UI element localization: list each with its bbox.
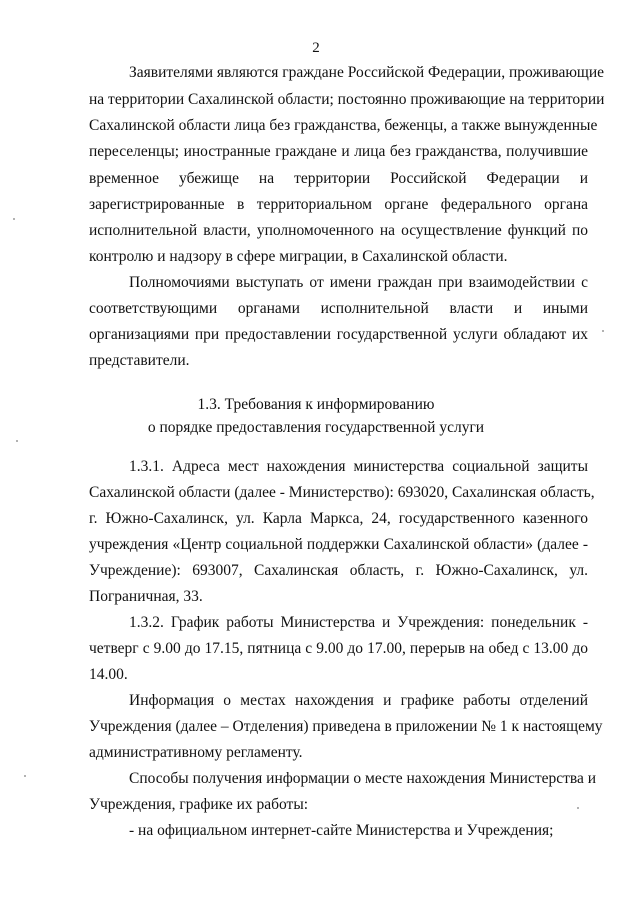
scan-speck: [13, 218, 15, 220]
text-line: соответствующими органами исполнительной власти и иными: [89, 300, 588, 317]
text-line: Заявителями являются граждане Российской Федерации, проживающие: [129, 64, 605, 81]
text-line: Сахалинской области (далее - Министерство): 693020, Сахалинская область,: [89, 484, 595, 501]
text-line: на территории Сахалинской области; постоянно проживающие на территории: [89, 91, 605, 108]
text-line: Учреждения (далее – Отделения) приведена в приложении № 1 к настоящему: [89, 718, 603, 735]
scan-speck: [602, 330, 604, 332]
text-line: административному регламенту.: [89, 744, 303, 761]
scan-speck: [16, 440, 18, 442]
text-line: Сахалинской области лица без гражданства, беженцы, а также вынужденные: [89, 117, 598, 134]
text-line: организациями при предоставлении государственной услуги обладают их: [89, 326, 588, 343]
text-line: исполнительной власти, уполномоченного на осуществление функций по: [89, 222, 588, 239]
text-line: Способы получения информации о месте нахождения Министерства и: [129, 770, 597, 787]
text-line: учреждения «Центр социальной поддержки Сахалинской области» (далее -: [89, 536, 588, 553]
text-line: контролю и надзору в сфере миграции, в Сахалинской области.: [89, 248, 508, 265]
text-line: зарегистрированные в территориальном органе федерального органа: [89, 196, 588, 213]
text-line: временное убежище на территории Российской Федерации и: [89, 170, 588, 187]
text-line: переселенцы; иностранные граждане и лица без гражданства, получившие: [89, 143, 588, 160]
text-line: Полномочиями выступать от имени граждан при взаимодействии с: [129, 274, 588, 291]
text-line: 14.00.: [89, 666, 128, 683]
text-line: - на официальном интернет-сайте Министерства и Учреждения;: [129, 822, 554, 839]
text-line: 1.3.2. График работы Министерства и Учреждения: понедельник -: [129, 614, 588, 631]
text-line: Информация о местах нахождения и графике работы отделений: [129, 692, 588, 709]
scan-speck: [24, 775, 26, 777]
section-heading-line: о порядке предоставления государственной услуги: [147, 419, 485, 436]
text-line: Пограничная, 33.: [89, 588, 203, 605]
text-line: 1.3.1. Адреса мест нахождения министерства социальной защиты: [129, 458, 588, 475]
text-line: четверг с 9.00 до 17.15, пятница с 9.00 до 17.00, перерыв на обед с 13.00 до: [89, 640, 588, 657]
text-line: Учреждения, графике их работы:: [89, 796, 309, 813]
page-number: 2: [312, 40, 320, 56]
text-line: г. Южно-Сахалинск, ул. Карла Маркса, 24, государственного казенного: [89, 510, 588, 527]
text-line: представители.: [89, 352, 190, 369]
section-heading-line: 1.3. Требования к информированию: [197, 396, 435, 413]
scan-speck: [577, 807, 579, 809]
text-line: Учреждение): 693007, Сахалинская область, г. Южно-Сахалинск, ул.: [89, 562, 588, 579]
